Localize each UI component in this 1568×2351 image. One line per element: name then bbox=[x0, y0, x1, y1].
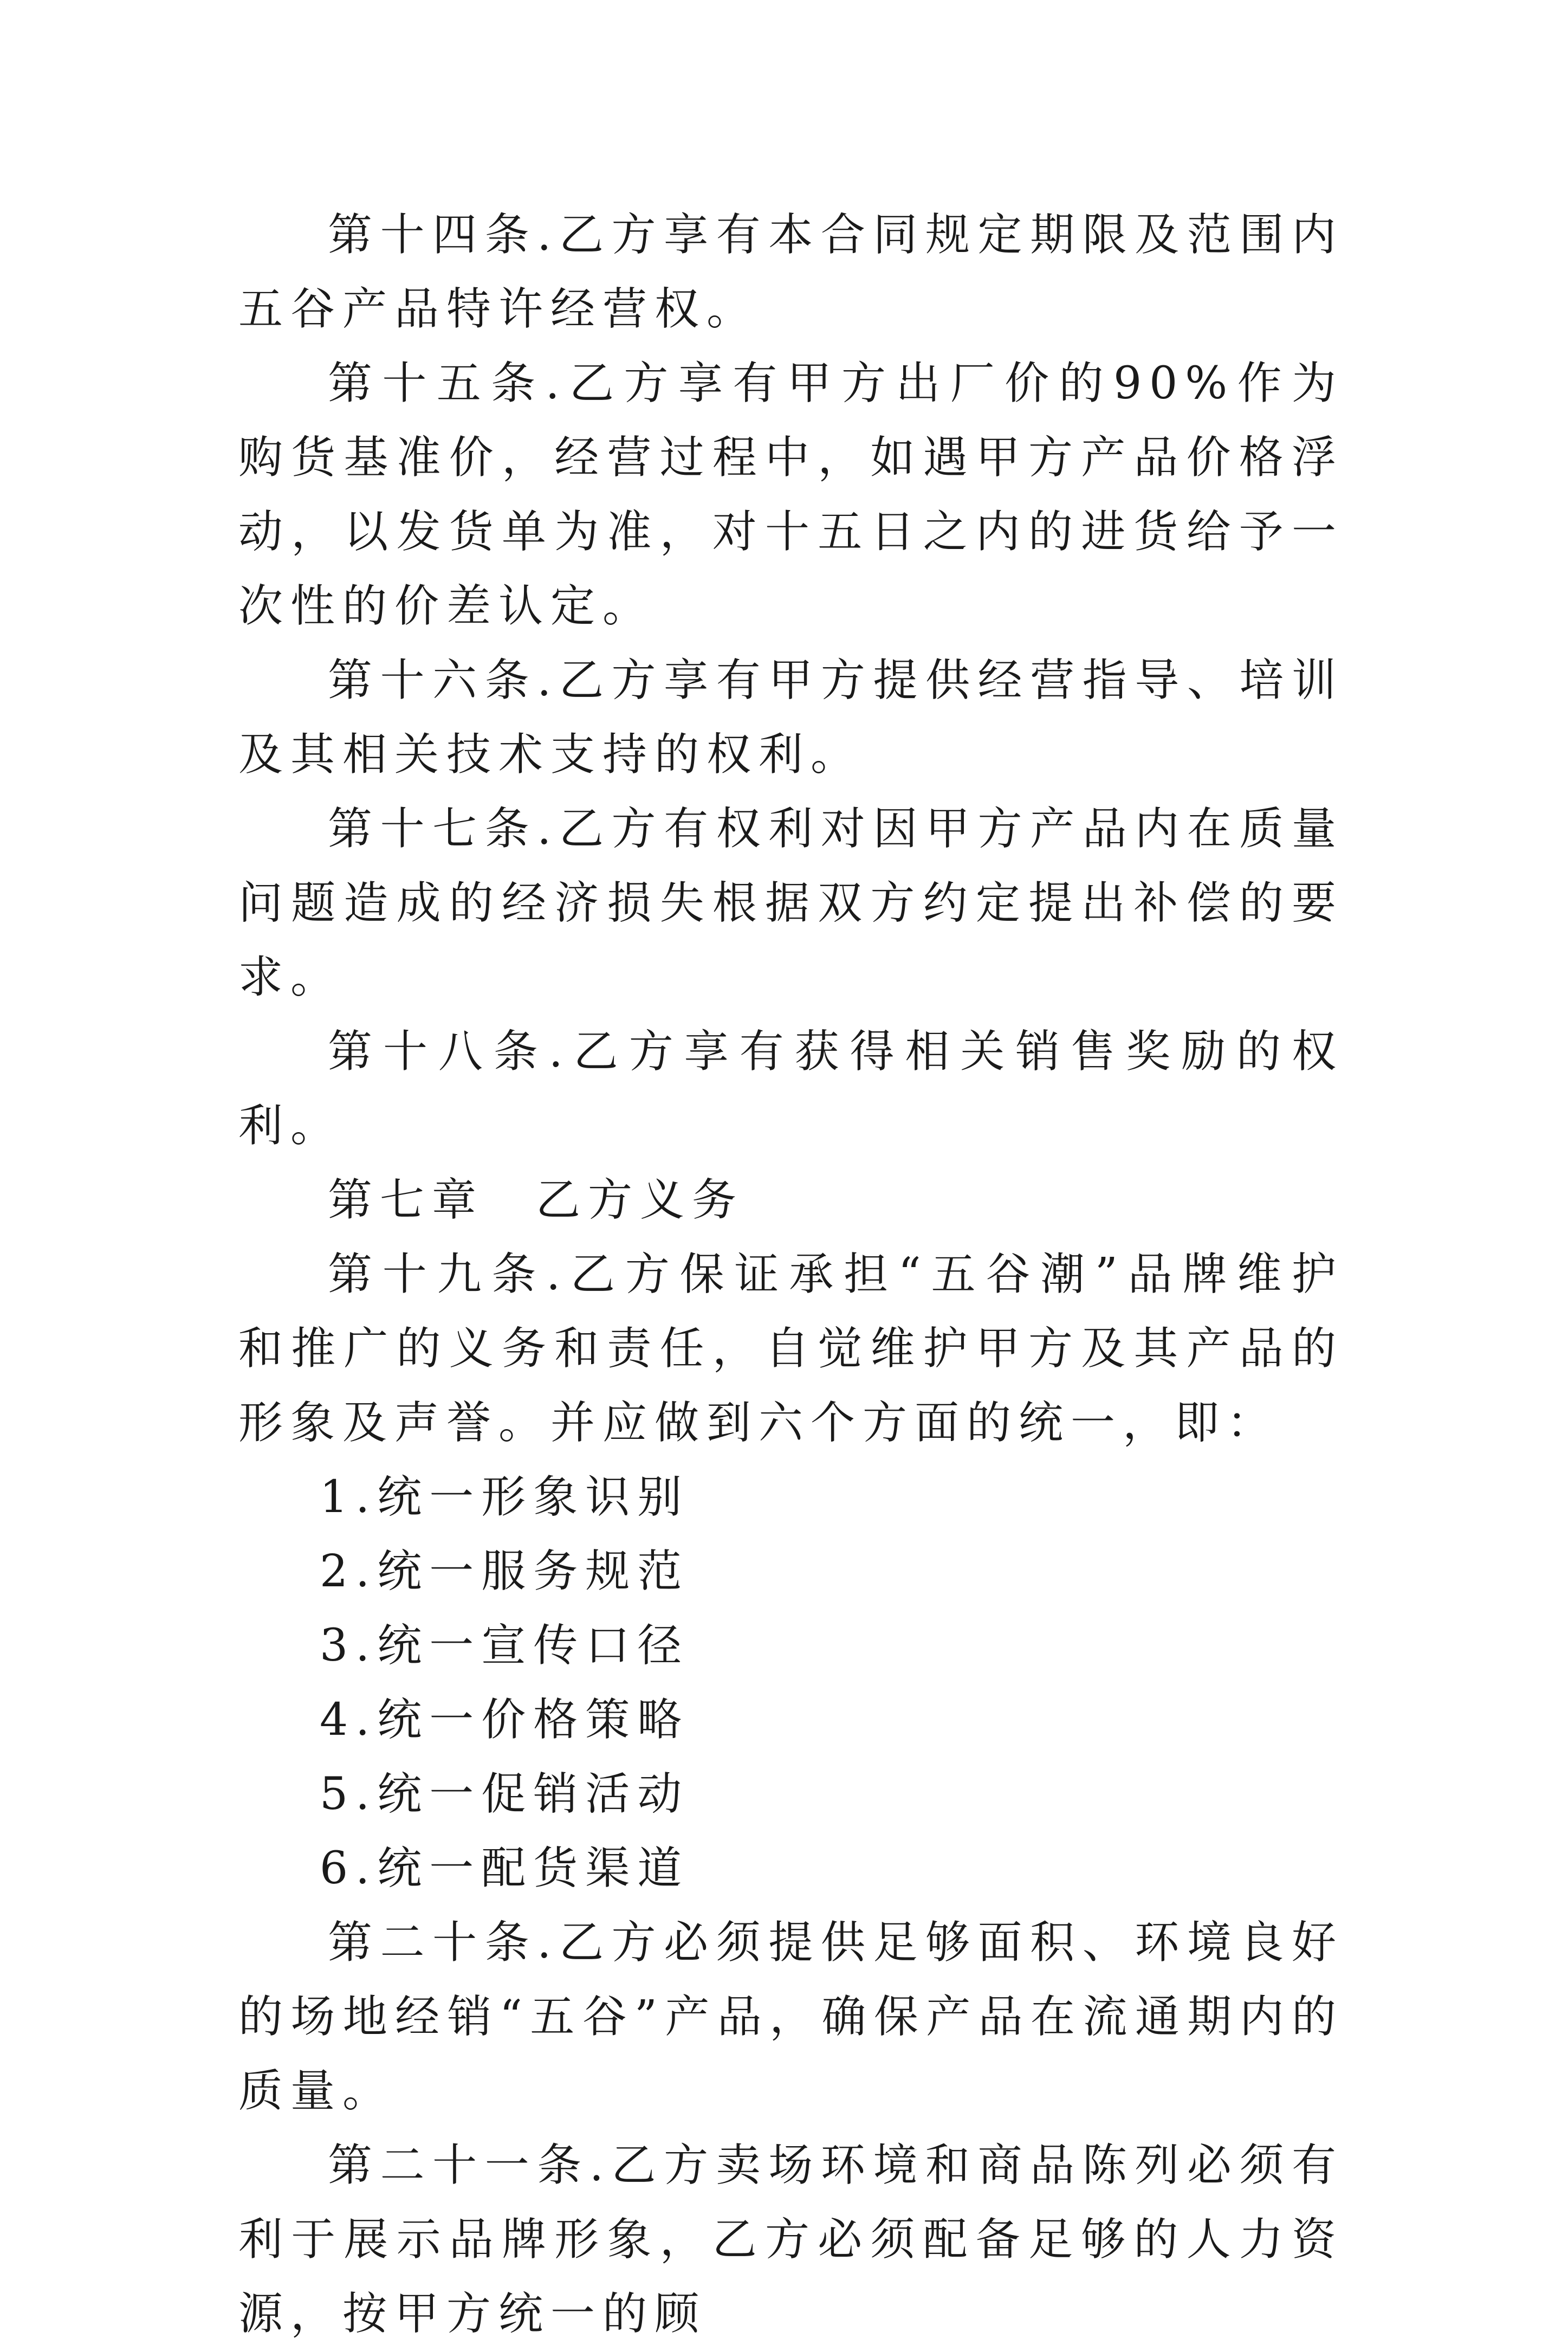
article-18: 第十八条.乙方享有获得相关销售奖励的权利。 bbox=[238, 1026, 1344, 1152]
list-item: 1.统一形象识别 bbox=[320, 1471, 690, 1523]
document-body bbox=[238, 198, 1344, 2351]
article-17: 第十七条.乙方有权利对因甲方产品内在质量问题造成的经济损失根据双方约定提出补偿的要求。 bbox=[238, 803, 1344, 1003]
article-20: 第二十条.乙方必须提供足够面积、环境良好的场地经销“五谷”产品，确保产品在流通期内的质量。 bbox=[238, 1917, 1344, 2117]
article-16: 第十六条.乙方享有甲方提供经营指导、培训及其相关技术支持的权利。 bbox=[238, 655, 1344, 780]
article-21: 第二十一条.乙方卖场环境和商品陈列必须有利于展示品牌形象，乙方必须配备足够的人力资源，按甲方统一的顾 bbox=[238, 2140, 1344, 2340]
article-19: 第十九条.乙方保证承担“五谷潮”品牌维护和推广的义务和责任，自觉维护甲方及其产品的形象及声誉。并应做到六个方面的统一，即： bbox=[238, 1249, 1344, 1449]
list-item: 6.统一配货渠道 bbox=[320, 1843, 690, 1894]
list-item: 4.统一价格策略 bbox=[320, 1694, 690, 1746]
article-15: 第十五条.乙方享有甲方出厂价的90%作为购货基准价，经营过程中，如遇甲方产品价格浮动，以发货单为准，对十五日之内的进货给予一次性的价差认定。 bbox=[238, 358, 1344, 632]
chapter-heading: 第七章 乙方义务 bbox=[328, 1174, 744, 1226]
list-item: 3.统一宣传口径 bbox=[320, 1620, 690, 1671]
list-item: 5.统一促销活动 bbox=[320, 1768, 690, 1820]
article-14: 第十四条.乙方享有本合同规定期限及范围内五谷产品特许经营权。 bbox=[238, 209, 1344, 335]
list-item: 2.统一服务规范 bbox=[320, 1546, 690, 1597]
